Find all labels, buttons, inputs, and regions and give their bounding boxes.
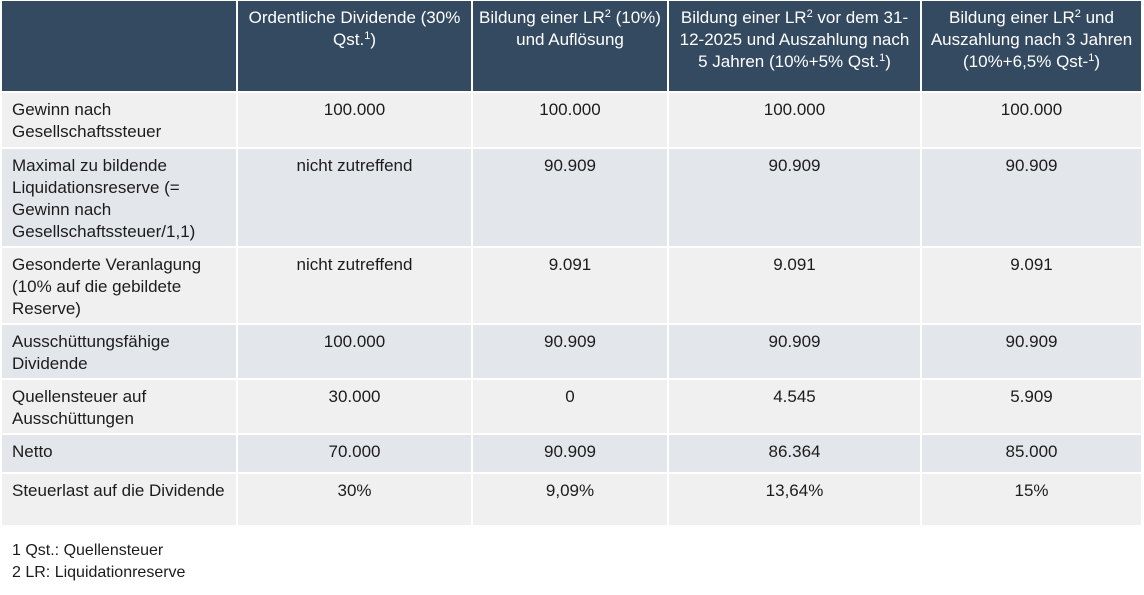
table-row [2, 247, 1141, 324]
table-cell: 0 [472, 379, 668, 434]
table-row [2, 148, 1141, 247]
table-cell: 9,09% [472, 473, 668, 526]
table-cell: 90.909 [668, 148, 921, 247]
row-label: Gewinn nach Gesellschaftssteuer [2, 92, 237, 148]
row-label: Gesonderte Veranlagung (10% auf die gebildete Reserve) [2, 247, 237, 324]
footnote-lr: 2 LR: Liquidationreserve [12, 564, 186, 581]
row-label: Steuerlast auf die Dividende [2, 473, 237, 526]
table-cell: 90.909 [472, 148, 668, 247]
table-row [2, 92, 1141, 148]
table-row [2, 473, 1141, 526]
row-label: Ausschüttungsfähige Dividende [2, 324, 237, 379]
table-cell: 30% [237, 473, 472, 526]
tax-comparison-table [2, 1, 1141, 527]
table-cell: 13,64% [668, 473, 921, 526]
header-lr-aufloesung: Bildung einer $LR^2$ (10%) und Auflösung [472, 1, 668, 92]
table-cell: 70.000 [237, 434, 472, 473]
table-cell: 100.000 [237, 324, 472, 379]
table-cell: 90.909 [472, 434, 668, 473]
table-row [2, 324, 1141, 379]
header-lr-3-jahre: Bildung einer $LR^2$ und Auszahlung nach 3 Jahren (10%+6,5% Qst-$^1$) [921, 1, 1141, 92]
table-cell: 4.545 [668, 379, 921, 434]
table-cell: 9.091 [472, 247, 668, 324]
table-cell: 90.909 [921, 148, 1141, 247]
header-empty-cell [2, 1, 237, 92]
table-cell: 85.000 [921, 434, 1141, 473]
table-cell: 5.909 [921, 379, 1141, 434]
footnotes [12, 540, 185, 584]
table-cell: 100.000 [668, 92, 921, 148]
header-lr-5-jahre: Bildung einer $LR^2$ vor dem 31-12-2025 und Auszahlung nach 5 Jahren (10%+5% Qst.$^1$) [668, 1, 921, 92]
table-cell: 100.000 [237, 92, 472, 148]
row-label: Netto [2, 434, 237, 473]
row-label: Quellensteuer auf Ausschüttungen [2, 379, 237, 434]
table-cell: 90.909 [668, 324, 921, 379]
header-row [2, 1, 1141, 92]
table-cell: nicht zutreffend [237, 247, 472, 324]
table-cell: 30.000 [237, 379, 472, 434]
footnote-qst: 1 Qst.: Quellensteuer [12, 542, 164, 559]
table-cell: 86.364 [668, 434, 921, 473]
table-cell: 100.000 [472, 92, 668, 148]
table-cell: 90.909 [921, 324, 1141, 379]
table-row [2, 434, 1141, 473]
table-cell: 15% [921, 473, 1141, 526]
row-label: Maximal zu bildende Liquidationsreserve (= Gewinn nach Gesellschaftssteuer/1,1) [2, 148, 237, 247]
table-cell: 9.091 [668, 247, 921, 324]
table-row [2, 379, 1141, 434]
table-cell: 90.909 [472, 324, 668, 379]
header-ordentliche-dividende: Ordentliche Dividende (30% Qst.$^1$) [237, 1, 472, 92]
table-cell: nicht zutreffend [237, 148, 472, 247]
table-cell: 9.091 [921, 247, 1141, 324]
table-cell: 100.000 [921, 92, 1141, 148]
